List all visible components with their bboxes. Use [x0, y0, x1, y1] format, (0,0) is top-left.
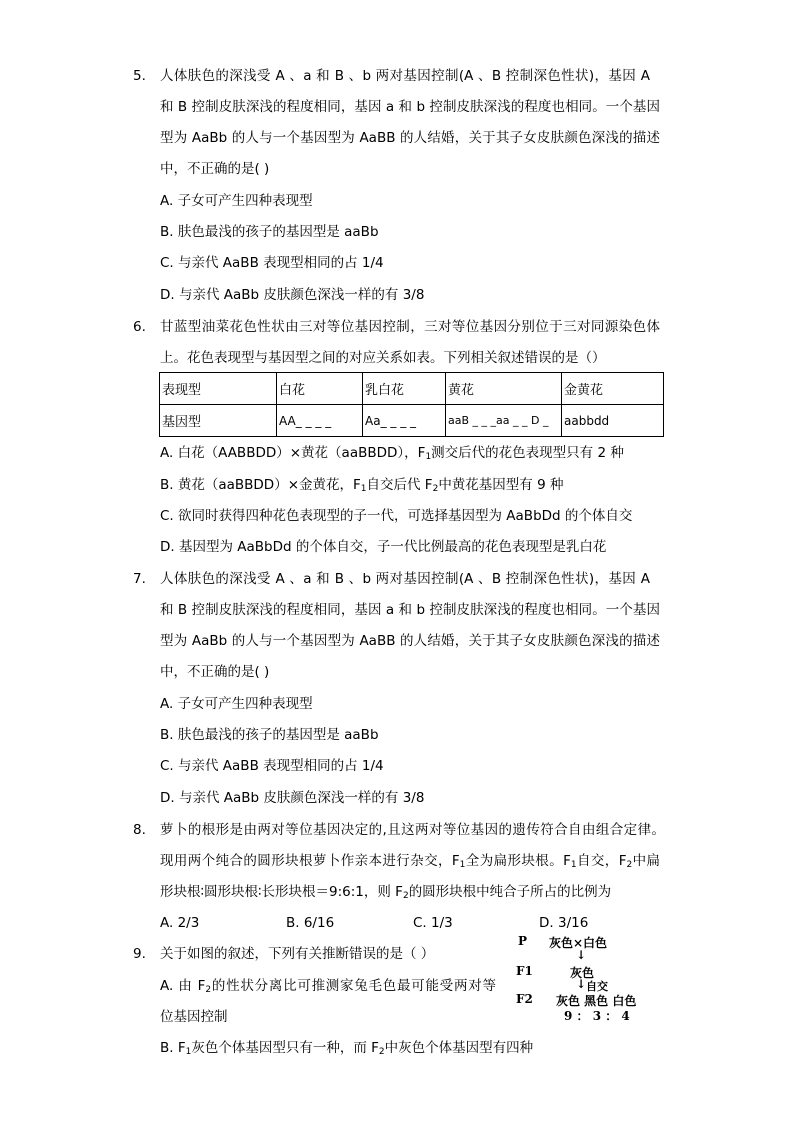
- q7-stem-line-1: 人体肤色的深浅受 A 、a 和 B 、b 两对基因控制(A 、B 控制深色性状)，基因 A: [160, 571, 650, 587]
- q6-option-c: C. 欲同时获得四种花色表现型的子一代，可选择基因型为 AaBbDd 的个体自交: [160, 508, 633, 524]
- table-cell: 基因型: [160, 405, 277, 437]
- q6-option-d: D. 基因型为 AaBbDd 的个体自交，子一代比例最高的花色表现型是乳白花: [160, 539, 607, 555]
- q6-option-a: A. 白花（AABBDD）×黄花（aaBBDD），$F_1$测交后代的花色表现型只有 2 种: [160, 445, 624, 462]
- q6-stem-line-2: 上。花色表现型与基因型之间的对应关系如表。下列相关叙述错误的是（）: [160, 350, 606, 366]
- diagram-f1-value: 灰色: [570, 966, 595, 980]
- q6-stem-line-1: 甘蓝型油菜花色性状由三对等位基因控制，三对等位基因分别位于三对同源染色体: [160, 319, 660, 335]
- q5-option-c: C. 与亲代 AaBB 表现型相同的占 1/4: [160, 255, 384, 271]
- diagram-f1-label: F1: [516, 964, 533, 978]
- q5-option-d: D. 与亲代 AaBb 皮肤颜色深浅一样的有 3/8: [160, 287, 425, 303]
- q6-number: 6.: [133, 319, 146, 335]
- diagram-selfing-label: 自交: [586, 980, 608, 993]
- q7-number: 7.: [133, 571, 146, 587]
- table-cell: 白花: [277, 373, 363, 405]
- q5-stem-line-4: 中，不正确的是( ): [160, 161, 270, 177]
- q9-option-a: A. 由 $F_2$的性状分离比可推测家兔毛色最可能受两对等: [160, 978, 497, 995]
- diagram-f2-values: 灰色 黑色 白色: [556, 994, 637, 1008]
- q5-stem-line-2: 和 B 控制皮肤深浅的程度相同，基因 a 和 b 控制皮肤深浅的程度也相同。一个基因: [160, 99, 660, 115]
- q7-option-b: B. 肤色最浅的孩子的基因型是 aaBb: [160, 727, 379, 743]
- q5-number: 5.: [133, 68, 146, 84]
- q9-option-a-line-2: 位基因控制: [160, 1009, 228, 1025]
- table-cell: 乳白花: [363, 373, 446, 405]
- inheritance-diagram: [512, 932, 670, 1024]
- table-cell: AA_ _ _ _: [277, 405, 363, 437]
- q7-stem-line-2: 和 B 控制皮肤深浅的程度相同，基因 a 和 b 控制皮肤深浅的程度也相同。一个基因: [160, 602, 660, 618]
- q5-stem-line-1: 人体肤色的深浅受 A 、a 和 B 、b 两对基因控制(A 、B 控制深色性状)，基因 A: [160, 68, 650, 84]
- q8-option-a: A. 2/3: [160, 915, 200, 931]
- q7-option-c: C. 与亲代 AaBB 表现型相同的占 1/4: [160, 758, 384, 774]
- diagram-arrow-down: ↓: [576, 977, 587, 991]
- q5-stem-line-3: 型为 AaBb 的人与一个基因型为 AaBB 的人结婚，关于其子女皮肤颜色深浅的描述: [160, 130, 660, 146]
- phenotype-genotype-table: [159, 372, 664, 437]
- table-cell: 表现型: [160, 373, 277, 405]
- q9-stem: 关于如图的叙述，下列有关推断错误的是（ ）: [160, 946, 435, 962]
- q7-stem-line-4: 中，不正确的是( ): [160, 664, 270, 680]
- table-cell: aaB _ _ _aa _ _ D _: [446, 405, 562, 437]
- table-cell: 黄花: [446, 373, 562, 405]
- table-cell: 金黄花: [562, 373, 664, 405]
- q8-stem-line-3: 形块根∶圆形块根∶长形块根＝9:6:1，则 $F_2$的圆形块根中纯合子所占的比例为: [160, 884, 612, 901]
- q8-number: 8.: [133, 822, 146, 838]
- diagram-arrow-down: ↓: [576, 948, 587, 962]
- q9-option-b: B. $F_1$灰色个体基因型只有一种，而 $F_2$中灰色个体基因型有四种: [160, 1040, 534, 1057]
- diagram-p-label: P: [518, 934, 528, 948]
- q8-option-b: B. 6/16: [286, 915, 335, 931]
- table-cell: Aa_ _ _ _: [363, 405, 446, 437]
- q7-stem-line-3: 型为 AaBb 的人与一个基因型为 AaBB 的人结婚，关于其子女皮肤颜色深浅的描述: [160, 633, 660, 649]
- q8-stem-line-1: 萝卜的根形是由两对等位基因决定的,且这两对等位基因的遗传符合自由组合定律。: [160, 822, 665, 838]
- diagram-p-cross: 灰色×白色: [549, 936, 608, 950]
- table-cell: aabbdd: [562, 405, 664, 437]
- table-header-row: [160, 373, 664, 405]
- q8-stem-line-2: 现用两个纯合的圆形块根萝卜作亲本进行杂交，$F_1$全为扁形块根。$F_1$自交，$F_2$中扁: [160, 853, 661, 870]
- table-row: [160, 405, 664, 437]
- q5-option-a: A. 子女可产生四种表现型: [160, 193, 313, 209]
- q6-option-b: B. 黄花（aaBBDD）×金黄花，$F_1$自交后代 $F_2$中黄花基因型有 9 种: [160, 477, 564, 494]
- q8-option-c: C. 1/3: [413, 915, 453, 931]
- diagram-ratio: 9 ： 3 ： 4: [564, 1009, 630, 1023]
- diagram-f2-label: F2: [516, 992, 533, 1006]
- q7-option-a: A. 子女可产生四种表现型: [160, 696, 313, 712]
- q8-option-d: D. 3/16: [539, 915, 589, 931]
- q7-option-d: D. 与亲代 AaBb 皮肤颜色深浅一样的有 3/8: [160, 790, 425, 806]
- q9-number: 9.: [133, 946, 146, 962]
- q5-option-b: B. 肤色最浅的孩子的基因型是 aaBb: [160, 224, 379, 240]
